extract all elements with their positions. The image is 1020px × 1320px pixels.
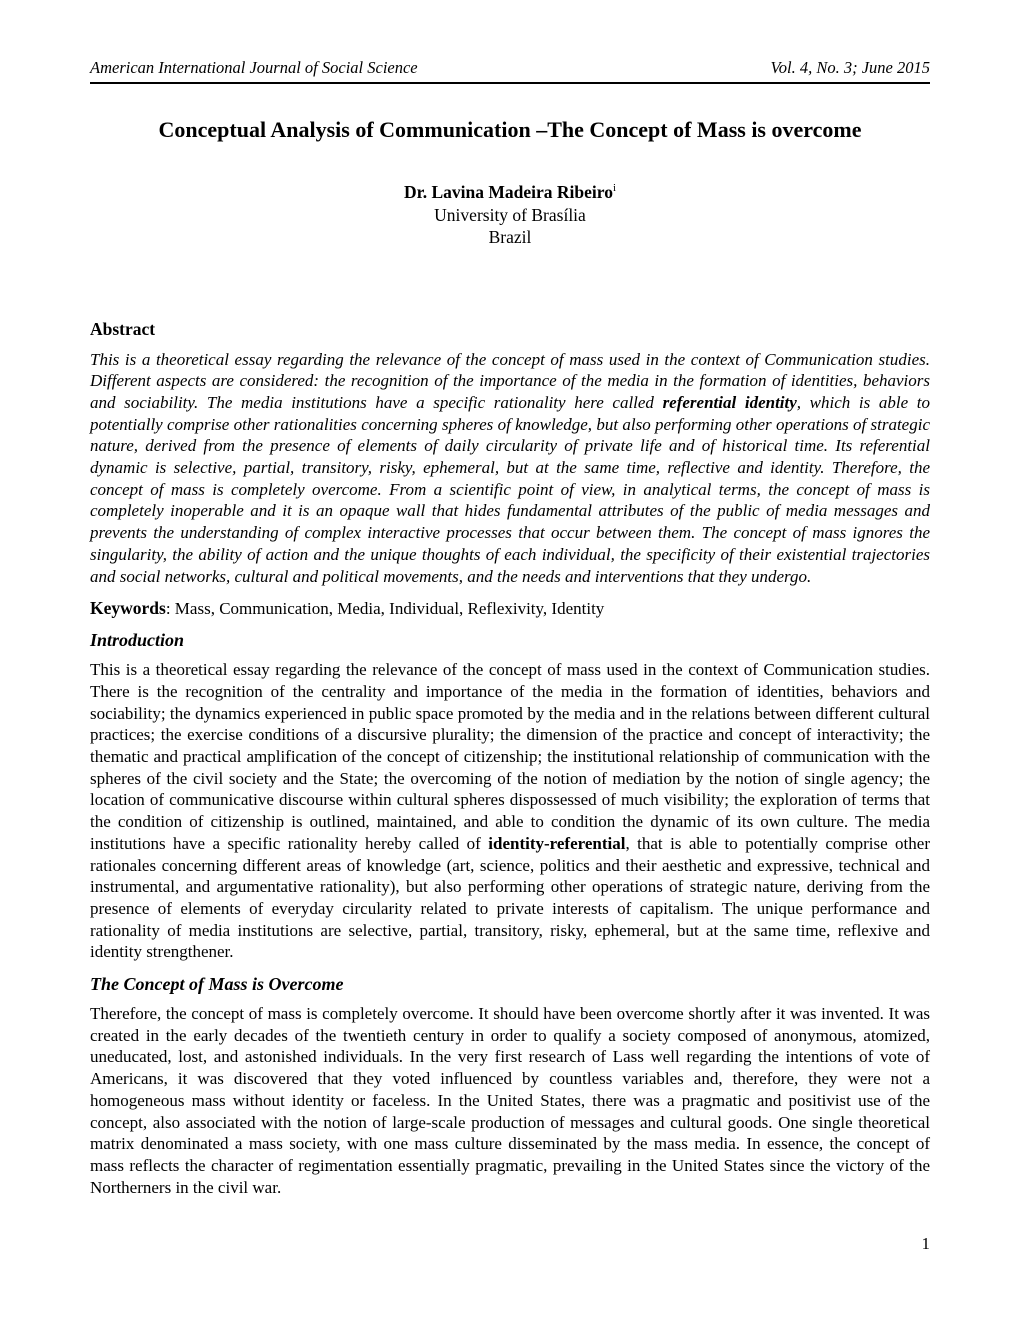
mass-overcome-paragraph: [90, 1003, 930, 1198]
introduction-segment: This is a theoretical essay regarding the relevance of the concept of mass used in the context of Communication studies. There is the recognition of the centrality and importance of the media in the formation of identities, behaviors and sociability; the dynamics experienced in public space promoted by the media and in the relations between different cultural practices; the exercise conditions of a discursive plurality; the dimension of the practice and concept of interactivity; the thematic and practical amplification of the concept of citizenship; the institutional relationship of communication with the spheres of the civil society and the State; the overcoming of the notion of mediation by the notion of single agency; the location of communicative discourse within cultural spheres dispossessed of much visibility; the exploration of terms that the condition of citizenship is outlined, maintained, and able to condition the dynamic of its own culture. The media institutions have a specific rationality hereby called of: [90, 660, 930, 853]
author-footnote-mark: i: [612, 182, 617, 195]
section-heading-mass-overcome: The Concept of Mass is Overcome: [90, 974, 344, 995]
introduction-bold-term: identity-referential: [488, 833, 626, 853]
issue-info: Vol. 4, No. 3; June 2015: [770, 58, 930, 77]
author-block: [90, 181, 930, 249]
running-header: [90, 58, 930, 84]
author-name: Dr. Lavina Madeira Ribeiro: [403, 182, 613, 202]
abstract-segment: This is a theoretical essay regarding the relevance of the concept of mass used in the context of Communication studies. Different aspects are considered: the recognition of the importance of the media in the formation of identities, behaviors and sociability. The media institutions have a specific rationality here called: [90, 349, 930, 412]
abstract-segment: , which is able to potentially comprise other rationalities concerning spheres of knowledge, but also performing other operations of strategic nature, derived from the presence of elements of daily circularity of private life and of historical time. Its referential dynamic is selective, partial, transitory, risky, ephemeral, but at the same time, reflective and identity. Therefore, the concept of mass is completely overcome. From a scientific point of view, in analytical terms, the concept of mass is completely inoperable and it is an opaque wall that hides fundamental attributes of the public of media messages and prevents the understanding of complex interactive processes that occur between them. The concept of mass ignores the singularity, the ability of action and the unique thoughts of each individual, the specificity of their existential trajectories and social networks, cultural and political movements, and the needs and interventions that they undergo.: [90, 392, 930, 586]
author-line: [90, 181, 930, 204]
abstract-paragraph: [90, 349, 930, 588]
keywords-text: : Mass, Communication, Media, Individual, Reflexivity, Identity: [165, 599, 605, 619]
section-heading-introduction: Introduction: [90, 630, 185, 651]
abstract-heading: Abstract: [90, 318, 156, 339]
author-affiliation: University of Brasília: [434, 204, 586, 225]
paper-title: Conceptual Analysis of Communication –The Concept of Mass is overcome: [158, 117, 862, 142]
keywords-label: Keywords: [90, 598, 166, 619]
page-number: 1: [921, 1234, 930, 1253]
abstract-bold-term: referential identity: [662, 392, 797, 412]
introduction-paragraph: [90, 659, 930, 963]
introduction-segment: , that is able to potentially comprise other rationales concerning different areas of knowledge (art, science, politics and their aesthetic and expressive, technical and instrumental, and argumentative rationality), but also performing other operations of strategic nature, deriving from the presence of elements of everyday circularity related to private interests of capitalism. The unique performance and rationality of media institutions are selective, partial, transitory, risky, ephemeral, but at the same time, reflexive and identity strengthener.: [90, 833, 930, 962]
author-country: Brazil: [488, 227, 532, 247]
keywords-line: [90, 598, 930, 619]
journal-name: American International Journal of Social Science: [90, 58, 418, 77]
mass-overcome-segment: Therefore, the concept of mass is completely overcome. It should have been overcome shortly after it was invented. It was created in the early decades of the twentieth century in order to qualify a society composed of anonymous, atomized, uneducated, lost, and astonished individuals. In the very first research of Lass well regarding the intentions of vote of Americans, it was discovered that they voted influenced by countless variables and, therefore, they were not a homogeneous mass without identity or faceless. In the United States, there was a pragmatic and positivist use of the concept, also associated with the notion of large-scale production of messages and cultural goods. One single theoretical matrix denominated a mass society, with one mass culture disseminated by the mass media. In essence, the concept of mass reflects the character of regimentation essentially pragmatic, prevailing in the United States since the victory of the Northerners in the civil war.: [90, 1004, 930, 1197]
